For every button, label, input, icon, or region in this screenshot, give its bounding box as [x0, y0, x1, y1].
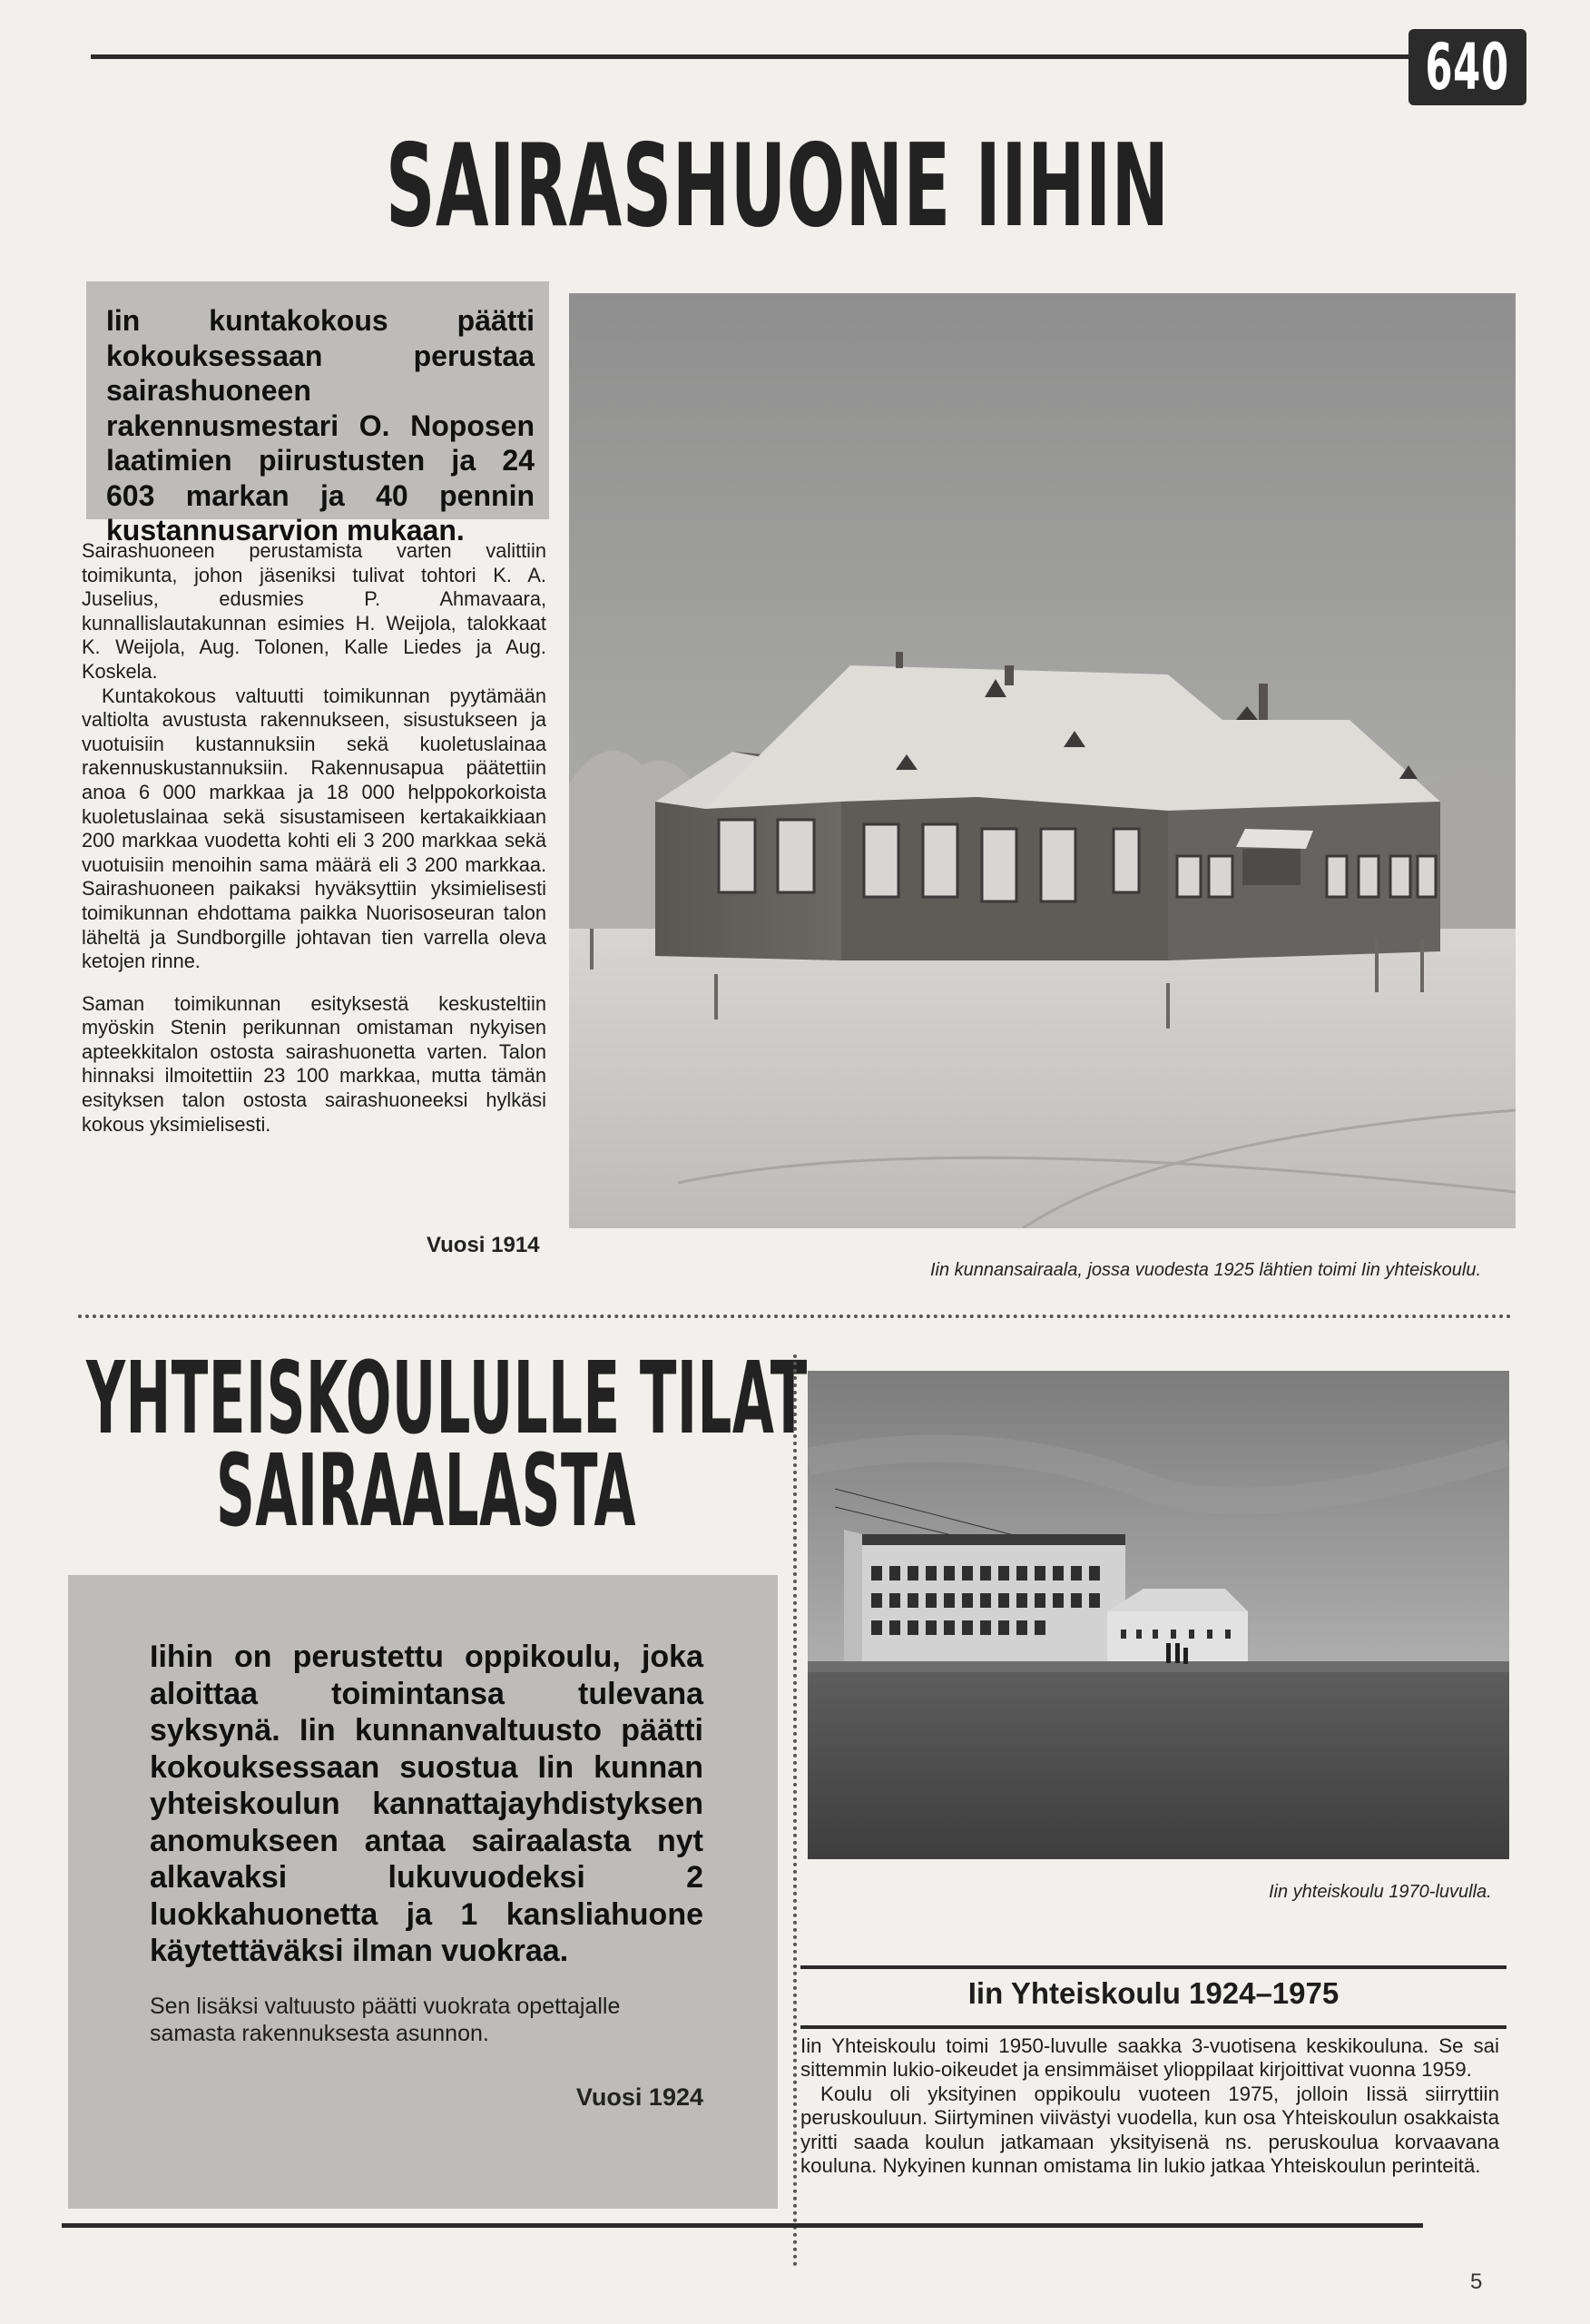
article2-body: Sen lisäksi valtuusto päätti vuokrata opettajalle samasta rakennuksesta asunnon. — [150, 1993, 621, 2046]
article1-year: Vuosi 1914 — [427, 1233, 540, 1257]
column-divider — [793, 1354, 797, 2267]
article1-paragraph-3: Saman toimikunnan esityksestä keskusteltiin myöskin Stenin perikunnan omistaman nykyisen apteekkitalon ostosta sairashuonetta varten. Talon hinnaksi ilmoitettiin 23 100 markkaa, mutta tämän esityksen talon ostosta sairashuoneeksi hylkäsi kokous yksimielisesti. — [82, 991, 546, 1136]
sidebar-body — [800, 2034, 1499, 2178]
lead-box-2 — [68, 1575, 778, 2209]
sidebar-paragraph-1: Iin Yhteiskoulu toimi 1950-luvulle saakka 3-vuotisena keskikouluna. Se sai sittemmin lukio-oikeudet ja ensimmäiset ylioppilaat kirjoittivat vuonna 1959. — [800, 2034, 1499, 2082]
hospital-caption: Iin kunnansairaala, jossa vuodesta 1925 lähtien toimi Iin yhteiskoulu. — [930, 1260, 1482, 1280]
headline-yhteiskoulu-line1: YHTEISKOULULLE TILAT — [86, 1340, 808, 1456]
article1-paragraph-1: Sairashuoneen perustamista varten valittiin toimikunta, johon jäseniksi tulivat tohtori K. A. Juselius, edusmies P. Ahmavaara, kunnallislautakunnan esimies H. Weijola, talokkaat K. Weijola, Aug. Tolonen, Kalle Liedes ja Aug. Koskela. — [82, 539, 546, 683]
top-rule — [91, 54, 1411, 59]
sidebar-title: Iin Yhteiskoulu 1924–1975 — [967, 1976, 1340, 2010]
page-number-badge: 640 — [1408, 29, 1526, 105]
lead-box-1 — [86, 281, 549, 547]
sidebar-title-rule — [800, 2025, 1507, 2029]
lead-text-2: Iihin on perustettu oppikoulu, joka aloittaa toimintansa tulevana syksynä. Iin kunnanvaltuusto päätti kokouksessaan suostua Iin kunnan yhteiskoulun kannattajayhdistyksen anomukseen antaa sairaalasta nyt alkavaksi lukuvuodeksi 2 luokkahuonetta ja 1 kansliahuone käytettäväksi ilman vuokraa. — [150, 1640, 703, 1968]
article2-year: Vuosi 1924 — [575, 2083, 703, 2111]
article1-body — [82, 539, 546, 1137]
section-divider — [78, 1315, 1512, 1318]
hospital-painting-photo — [569, 293, 1516, 1228]
headline-sairashuone: SAIRASHUONE IIHIN — [386, 119, 1170, 252]
sidebar-paragraph-2: Koulu oli yksityinen oppikoulu vuoteen 1975, jolloin Iissä siirryttiin peruskouluun. Siirtyminen viivästyi vuodella, kun osa Yhteiskoulun osakkaista yritti saada koulun jatkamaan yksityisenä ns. peruskoulua korvaavana kouluna. Nykyinen kunnan omistama Iin lukio jatkaa Yhteiskoulun perinteitä. — [800, 2082, 1499, 2178]
school-photo — [808, 1371, 1509, 1859]
headline-yhteiskoulu-line2: SAIRAALASTA — [216, 1433, 636, 1549]
sidebar-top-rule — [800, 1965, 1507, 1969]
footer-page-number: 5 — [1470, 2270, 1483, 2294]
lead-text-1: Iin kuntakokous päätti kokouksessaan perustaa sairashuoneen rakennusmestari O. Noposen laatimien piirustusten ja 24 603 markan ja 40 pennin kustannusarvion mukaan. — [106, 304, 535, 547]
bottom-rule — [62, 2223, 1423, 2228]
school-caption: Iin yhteiskoulu 1970-luvulla. — [1269, 1882, 1492, 1902]
article1-paragraph-2: Kuntakokous valtuutti toimikunnan pyytämään valtiolta avustusta rakennukseen, sisustukseen ja vuotuisiin kustannuksiin sekä kuoletuslainaa rakennuskustannuksiin. Rakennusapua päätettiin anoa 6 000 markkaa ja 18 000 helppokorkoista kuoletuslainaa sekä sisustamiseen kertakaikkiaan 200 markkaa vuodetta kohti eli 3 200 markkaa sekä vuotuisiin menoihin sama määrä eli 3 200 markkaa. Sairashuoneen paikaksi hyväksyttiin yksimielisesti toimikunnan ehdottama paikka Nuorisoseuran talon läheltä ja Sundborgille johtavan tien varrella oleva ketojen rinne. — [82, 684, 546, 973]
